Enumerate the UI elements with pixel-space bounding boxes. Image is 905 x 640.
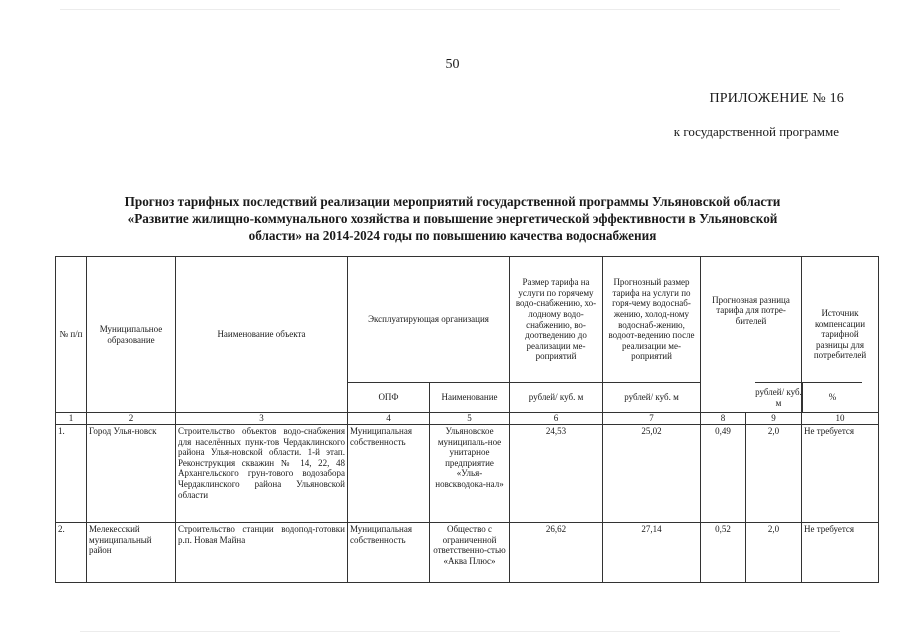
row-2-object: Строительство станции водопод-готовки р.п. Новая Майна [176,523,348,583]
column-number: 2 [87,413,176,425]
row-1-source: Не требуется [802,425,879,523]
title-line: области» на 2014-2024 годы по повышению качества водоснабжения [248,228,657,243]
row-2-org-name: Общество с ограниченной ответственно-стью «Аква Плюс» [430,523,510,583]
column-number: 8 [701,413,746,425]
row-1-num: 1. [56,425,87,523]
column-number: 4 [348,413,430,425]
row-2-opf: Муниципальная собственность [348,523,430,583]
row-1-municipality: Город Улья-новск [87,425,176,523]
title-line: «Развитие жилищно-коммунального хозяйства и повышение энергетической эффективности в Ульяновской [127,211,778,226]
row-2-source: Не требуется [802,523,879,583]
header-difference-label: Прогнозная разница тарифа для потре-бителей [712,294,790,326]
column-number: 1 [56,413,87,425]
row-2-municipality: Мелекесский муниципальный район [87,523,176,583]
row-1-org-name: Ульяновское муниципаль-ное унитарное предприятие «Улья-новскводока-нал» [430,425,510,523]
tariff-forecast-table [55,256,879,583]
column-number: 9 [746,413,802,425]
header-opf: ОПФ [348,383,430,413]
header-percent: % [803,382,862,412]
header-operator: Эксплуатирующая организация [348,257,510,383]
header-unit-diff: рублей/ куб. м [755,382,803,412]
row-2-tariff-after: 27,14 [603,523,701,583]
row-1-object: Строительство объектов водо-снабжения для населённых пунк-тов Чердаклинского района Улья-новской области. 1-й этап. Реконструкция скважин № 14, 22, 48 Архангельского грун-тового водозабора Чердаклинского района Ульяновской области [176,425,348,523]
header-municipality: Муниципальное образование [87,257,176,413]
column-number: 5 [430,413,510,425]
header-unit-before: рублей/ куб. м [510,383,603,413]
row-1-tariff-before: 24,53 [510,425,603,523]
header-object: Наименование объекта [176,257,348,413]
row-2-tariff-before: 26,62 [510,523,603,583]
appendix-title: ПРИЛОЖЕНИЕ № 16 [709,91,844,106]
appendix-subtitle: к государственной программе [673,124,839,139]
page-number: 50 [445,57,460,72]
header-org-name: Наименование [430,383,510,413]
header-tariff-before: Размер тарифа на услуги по горячему водо-снабжению, хо-лодному водо-снабжению, во-доотведению до реализации ме-роприятий [510,257,603,383]
row-1-opf: Муниципальная собственность [348,425,430,523]
row-2-num: 2. [56,523,87,583]
scan-artifact-top [60,9,840,10]
scan-artifact-bottom [80,631,840,632]
difference-subheader [755,382,862,412]
column-number: 7 [603,413,701,425]
row-1-tariff-after: 25,02 [603,425,701,523]
title-line: Прогноз тарифных последствий реализации мероприятий государственной программы Ульяновской области [124,194,781,209]
header-unit-after: рублей/ куб. м [603,383,701,413]
row-1-diff-rub: 0,49 [701,425,746,523]
header-source: Источник компенсации тарифной разницы для потребителей [802,257,879,413]
header-tariff-after: Прогнозный размер тарифа на услуги по горя-чему водоснаб-жению, холод-ному водоснаб-жению, водоот-ведению после реализации ме-роприятий [603,257,701,383]
document-title [40,193,865,244]
column-number: 6 [510,413,603,425]
row-1-diff-pct: 2,0 [746,425,802,523]
column-number: 10 [802,413,879,425]
row-2-diff-pct: 2,0 [746,523,802,583]
row-2-diff-rub: 0,52 [701,523,746,583]
column-number: 3 [176,413,348,425]
header-num: № п/п [56,257,87,413]
